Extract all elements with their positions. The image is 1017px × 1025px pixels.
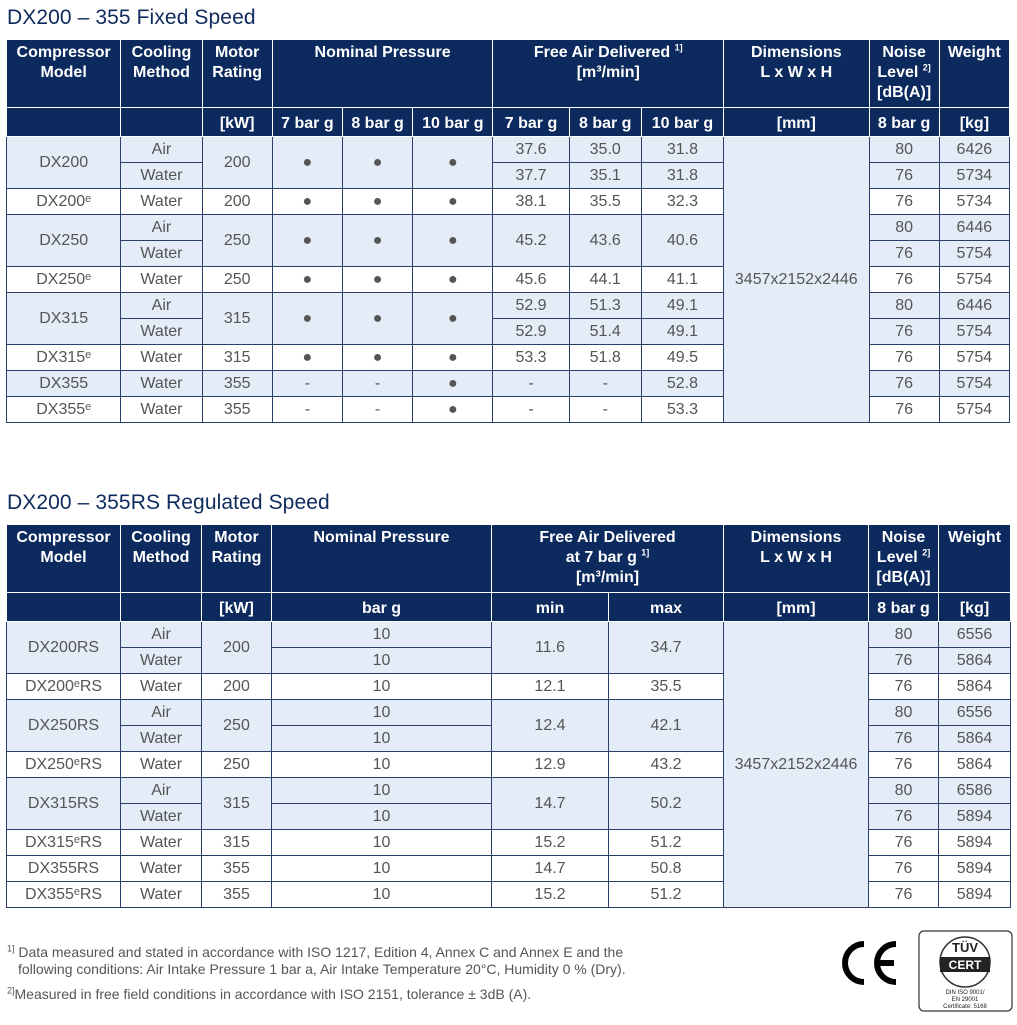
header-cooling: Cooling Method: [121, 525, 202, 593]
table-row: DX355 Water 355 - - ● - - 52.8 76 5754: [7, 371, 1010, 397]
table-row: DX315ᵉ Water 315 ● ● ● 53.3 51.8 49.5 76 5754: [7, 345, 1010, 371]
table-row: DX200 Air 200 ● ● ● 37.6 35.0 31.8 3457x2152x2446 80 6426: [7, 137, 1010, 163]
subheader-fad-10: 10 bar g: [641, 108, 723, 137]
table-row: Water 10 76 5894: [7, 804, 1011, 830]
subheader-fad-8: 8 bar g: [569, 108, 641, 137]
unit-noise: 8 bar g: [869, 593, 939, 622]
subheader-pressure-7: 7 bar g: [272, 108, 342, 137]
header-noise: Noise Level $^{2]}$ [dB(A)]: [869, 525, 939, 593]
unit-motor: [kW]: [202, 593, 272, 622]
subheader-pressure-10: 10 bar g: [413, 108, 493, 137]
table-row: DX200ᵉ Water 200 ● ● ● 38.1 35.5 32.3 76 5734: [7, 189, 1010, 215]
header-fad: Free Air Delivered at 7 bar g $^{1]}$ [m³/min]: [492, 525, 724, 593]
subheader-fad-max: max: [609, 593, 724, 622]
unit-noise: 8 bar g: [869, 108, 939, 137]
unit-motor: [kW]: [202, 108, 272, 137]
table-row: DX355ᵉ Water 355 - - ● - - 53.3 76 5754: [7, 397, 1010, 423]
table-row: DX315 Air 315 ● ● ● 52.9 51.3 49.1 80 6446: [7, 293, 1010, 319]
unit-weight: [kg]: [939, 108, 1009, 137]
header-noise: Noise Level $^{2]}$ [dB(A)]: [869, 40, 939, 108]
svg-text:DIN ISO 9001/: DIN ISO 9001/: [945, 990, 985, 996]
table-row: Water 10 76 5864: [7, 648, 1011, 674]
fixed-speed-title: DX200 – 355 Fixed Speed: [7, 6, 256, 29]
unit-dimensions: [mm]: [724, 108, 869, 137]
unit-dimensions: [mm]: [724, 593, 869, 622]
subheader-fad-min: min: [492, 593, 609, 622]
table-row: DX200ᵉRS Water 200 10 12.1 35.5 76 5864: [7, 674, 1011, 700]
dimensions-cell: 3457x2152x2446: [724, 622, 869, 908]
subheader-pressure-8: 8 bar g: [342, 108, 412, 137]
tuv-cert-logo: [918, 930, 1013, 1012]
footnote-2: $^{2]}$Measured in free field conditions in accordance with ISO 2151, tolerance ± 3dB (A).: [7, 985, 532, 1002]
header-model: Compressor Model: [7, 40, 121, 108]
table-row: DX315ᵉRS Water 315 10 15.2 51.2 76 5894: [7, 830, 1011, 856]
svg-text:TÜV: TÜV: [952, 940, 978, 955]
fixed-speed-table: [6, 39, 1010, 423]
table-row: DX315RS Air 315 10 14.7 50.2 80 6586: [7, 778, 1011, 804]
table-row: Water 37.7 35.1 31.8 76 5734: [7, 163, 1010, 189]
header-motor: Motor Rating: [202, 40, 272, 108]
table-row: DX355ᵉRS Water 355 10 15.2 51.2 76 5894: [7, 882, 1011, 908]
regulated-speed-table: [6, 524, 1011, 908]
regulated-speed-title: DX200 – 355RS Regulated Speed: [7, 491, 330, 514]
svg-text:CERT: CERT: [948, 958, 982, 972]
svg-text:Certificate: 5168: Certificate: 5168: [943, 1004, 987, 1010]
header-fad: Free Air Delivered $^{1]}$ [m³/min]: [493, 40, 724, 108]
ce-mark-logo: [834, 938, 904, 988]
header-dimensions: Dimensions L x W x H: [724, 525, 869, 593]
header-model: Compressor Model: [7, 525, 121, 593]
header-pressure: Nominal Pressure: [272, 40, 493, 108]
table-row: Water 52.9 51.4 49.1 76 5754: [7, 319, 1010, 345]
header-dimensions: Dimensions L x W x H: [724, 40, 869, 108]
header-pressure: Nominal Pressure: [272, 525, 492, 593]
table-row: Water 76 5754: [7, 241, 1010, 267]
table-row: DX355RS Water 355 10 14.7 50.8 76 5894: [7, 856, 1011, 882]
svg-text:EN 29001: EN 29001: [951, 997, 979, 1003]
table-row: DX250ᵉRS Water 250 10 12.9 43.2 76 5864: [7, 752, 1011, 778]
table-row: DX250 Air 250 ● ● ● 45.2 43.6 40.6 80 6446: [7, 215, 1010, 241]
unit-weight: [kg]: [939, 593, 1011, 622]
header-cooling: Cooling Method: [121, 40, 202, 108]
subheader-fad-7: 7 bar g: [493, 108, 569, 137]
footnote-1: $^{1]}$ Data measured and stated in accordance with ISO 1217, Edition 4, Annex C and Annex E and the following conditions: Air Intake Pressure 1 bar a, Air Intake Temperature 20°C, Humidity 0 % (Dry).: [7, 943, 626, 977]
table-row: DX200RS Air 200 10 11.6 34.7 3457x2152x2446 80 6556: [7, 622, 1011, 648]
table-row: DX250RS Air 250 10 12.4 42.1 80 6556: [7, 700, 1011, 726]
table-row: DX250ᵉ Water 250 ● ● ● 45.6 44.1 41.1 76 5754: [7, 267, 1010, 293]
unit-pressure: bar g: [272, 593, 492, 622]
header-weight: Weight: [939, 525, 1011, 593]
header-motor: Motor Rating: [202, 525, 272, 593]
table-row: Water 10 76 5864: [7, 726, 1011, 752]
dimensions-cell: 3457x2152x2446: [724, 137, 869, 423]
header-weight: Weight: [939, 40, 1009, 108]
